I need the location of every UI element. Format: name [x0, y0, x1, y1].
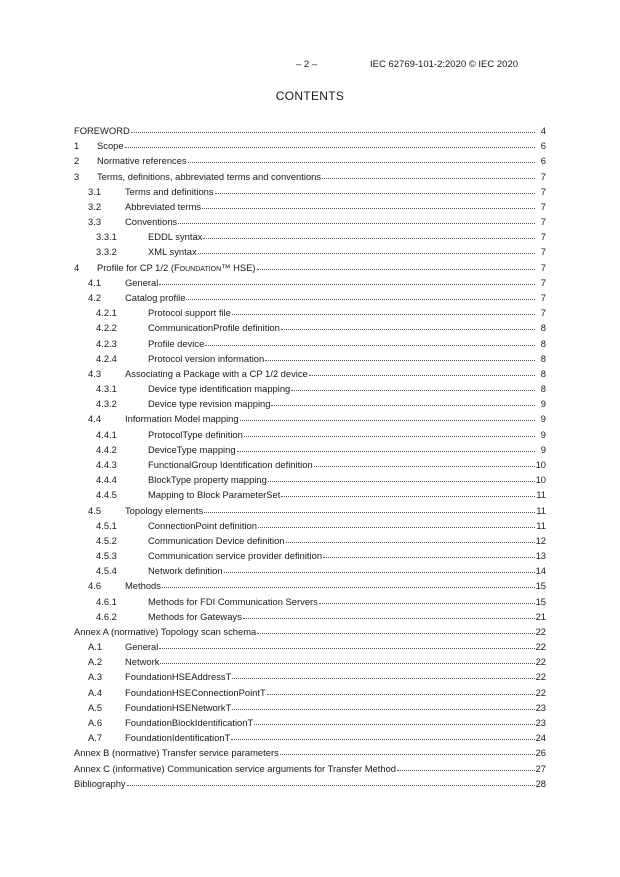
toc-entry[interactable]: [74, 337, 546, 349]
toc-entry-number: A.5: [88, 701, 103, 713]
toc-entry[interactable]: [74, 686, 546, 698]
toc-dot-leader: [267, 694, 535, 695]
toc-entry-page: 28: [535, 777, 546, 789]
toc-entry-page: 7: [540, 216, 546, 228]
page-title: CONTENTS: [275, 89, 345, 103]
toc-entry[interactable]: [74, 382, 546, 394]
toc-entry-page: 7: [540, 231, 546, 243]
toc-entry[interactable]: [74, 352, 546, 364]
toc-entry-title: FoundationHSEConnectionPointT: [125, 686, 266, 698]
toc-dot-leader: [203, 238, 535, 239]
toc-entry-title: FoundationHSENetworkT: [125, 701, 232, 713]
toc-entry[interactable]: [74, 504, 546, 516]
toc-entry[interactable]: [74, 412, 546, 424]
toc-entry-page: 21: [535, 610, 546, 622]
toc-entry-title: Terms and definitions: [125, 185, 214, 197]
toc-entry-page: 24: [535, 732, 546, 744]
toc-entry-title: CommunicationProfile definition: [148, 322, 280, 334]
toc-entry-page: 8: [540, 322, 546, 334]
toc-entry-number: 4.5: [88, 504, 102, 516]
toc-entry-page: 7: [540, 291, 546, 303]
toc-entry-title: Protocol version information: [148, 352, 265, 364]
toc-entry[interactable]: [74, 746, 546, 758]
toc-entry-number: 3.3.2: [96, 246, 117, 258]
toc-entry-page: 6: [540, 155, 546, 167]
toc-entry-number: 4.5.4: [96, 565, 117, 577]
toc-entry[interactable]: [74, 170, 546, 182]
toc-entry-title: BlockType property mapping: [148, 474, 267, 486]
toc-entry-title: Terms, definitions, abbreviated terms and conventions: [97, 170, 322, 182]
toc-entry-number: 4.3.1: [96, 383, 117, 395]
toc-dot-leader: [232, 314, 535, 315]
toc-entry[interactable]: [74, 610, 546, 622]
toc-entry-page: 27: [535, 762, 546, 774]
toc-entry[interactable]: [74, 367, 546, 379]
toc-entry-page: 22: [535, 656, 546, 668]
toc-entry-page: 15: [535, 595, 546, 607]
toc-entry-page: 8: [540, 383, 546, 395]
toc-entry[interactable]: [74, 124, 546, 136]
toc-entry-title: Profile for CP 1/2 (Foundation™ HSE): [97, 261, 256, 273]
toc-dot-leader: [232, 678, 534, 679]
toc-entry[interactable]: [74, 579, 546, 591]
toc-dot-leader: [268, 481, 535, 482]
toc-dot-leader: [271, 405, 535, 406]
toc-entry-title: Methods for FDI Communication Servers: [148, 595, 318, 607]
toc-entry-page: 22: [535, 671, 546, 683]
toc-entry-page: 11: [536, 489, 546, 501]
toc-entry[interactable]: [74, 473, 546, 485]
toc-entry-number: 4.6: [88, 580, 102, 592]
toc-dot-leader: [224, 572, 535, 573]
toc-entry-number: 2: [74, 155, 80, 167]
toc-entry-title: Profile device: [148, 337, 205, 349]
toc-entry-title: Mapping to Block ParameterSet: [148, 489, 281, 501]
toc-entry-title: Network: [125, 656, 160, 668]
toc-entry-title: Methods: [125, 580, 161, 592]
toc-entry[interactable]: [74, 276, 546, 288]
toc-entry-number: 4.2.1: [96, 307, 117, 319]
toc-entry-page: 23: [535, 701, 546, 713]
toc-entry-title: EDDL syntax: [148, 231, 203, 243]
toc-entry-number: 4.2: [88, 291, 102, 303]
toc-entry[interactable]: [74, 428, 546, 440]
toc-dot-leader: [188, 162, 535, 163]
toc-entry-number: A.7: [88, 732, 103, 744]
toc-dot-leader: [127, 785, 535, 786]
toc-dot-leader: [286, 542, 535, 543]
toc-dot-leader: [309, 375, 535, 376]
toc-dot-leader: [322, 178, 535, 179]
toc-dot-leader: [257, 269, 535, 270]
document-id: IEC 62769-101-2:2020 © IEC 2020: [370, 59, 519, 70]
toc-entry-number: A.6: [88, 717, 103, 729]
toc-entry-title: Annex C (informative) Communication service arguments for Transfer Method: [74, 762, 396, 774]
toc-dot-leader: [314, 466, 535, 467]
toc-entry[interactable]: [74, 777, 546, 789]
toc-entry-number: A.2: [88, 656, 103, 668]
toc-entry[interactable]: [74, 291, 546, 303]
toc-entry-number: 4.3.2: [96, 398, 117, 410]
toc-dot-leader: [254, 724, 534, 725]
toc-entry-number: 4.4.1: [96, 428, 117, 440]
toc-dot-leader: [244, 436, 535, 437]
page-header: [0, 59, 620, 73]
toc-entry-title: Device type identification mapping: [148, 383, 291, 395]
toc-entry[interactable]: [74, 731, 546, 743]
toc-dot-leader: [205, 345, 535, 346]
toc-entry[interactable]: [74, 200, 546, 212]
toc-entry-number: 4.2.3: [96, 337, 117, 349]
toc-dot-leader: [265, 360, 535, 361]
toc-dot-leader: [243, 618, 535, 619]
toc-entry-title: General: [125, 276, 159, 288]
toc-entry-page: 11: [536, 519, 546, 531]
toc-entry-title: Annex A (normative) Topology scan schema: [74, 625, 257, 637]
toc-entry[interactable]: [74, 397, 546, 409]
toc-entry-page: 8: [540, 352, 546, 364]
toc-entry-page: 12: [535, 534, 546, 546]
toc-entry-page: 7: [540, 185, 546, 197]
toc-entry-number: A.4: [88, 686, 103, 698]
toc-entry-page: 4: [540, 125, 546, 136]
toc-entry-page: 15: [535, 580, 546, 592]
toc-entry-title: Communication Device definition: [148, 534, 285, 546]
toc-entry-page: 22: [535, 686, 546, 698]
toc-entry[interactable]: [74, 321, 546, 333]
toc-entry-title: DeviceType mapping: [148, 443, 236, 455]
toc-dot-leader: [257, 633, 534, 634]
toc-entry[interactable]: [74, 762, 546, 774]
toc-entry-title: Protocol support file: [148, 307, 231, 319]
toc-entry-number: 4.4.3: [96, 458, 117, 470]
toc-entry-title: ProtocolType definition: [148, 428, 243, 440]
toc-entry[interactable]: [74, 261, 546, 273]
toc-entry-title: Catalog profile: [125, 291, 186, 303]
toc-entry-title: ConnectionPoint definition: [148, 519, 257, 531]
toc-entry[interactable]: [74, 458, 546, 470]
toc-entry-page: 10: [535, 458, 546, 470]
toc-dot-leader: [323, 557, 535, 558]
toc-entry-title: Communication service provider definition: [148, 550, 323, 562]
toc-entry-title: Conventions: [125, 216, 178, 228]
toc-entry[interactable]: [74, 670, 546, 682]
toc-entry-page: 22: [535, 625, 546, 637]
toc-entry-page: 7: [540, 246, 546, 258]
toc-entry-number: 4.5.2: [96, 534, 117, 546]
toc-dot-leader: [231, 739, 534, 740]
toc-dot-leader: [178, 223, 535, 224]
toc-entry-page: 7: [540, 200, 546, 212]
toc-dot-leader: [162, 587, 535, 588]
toc-entry-number: 4.3: [88, 367, 102, 379]
toc-entry-number: A.3: [88, 671, 103, 683]
toc-dot-leader: [186, 299, 535, 300]
toc-entry-page: 9: [540, 398, 546, 410]
toc-entry-title: FoundationHSEAddressT: [125, 671, 232, 683]
toc-entry[interactable]: [74, 139, 546, 151]
toc-entry[interactable]: [74, 488, 546, 500]
toc-entry[interactable]: [74, 716, 546, 728]
toc-entry[interactable]: [74, 655, 546, 667]
toc-dot-leader: [215, 193, 535, 194]
toc-entry-title: Associating a Package with a CP 1/2 device: [125, 367, 308, 379]
toc-entry-title: Topology elements: [125, 504, 204, 516]
toc-entry[interactable]: [74, 625, 546, 637]
page-number: – 2 –: [296, 59, 318, 70]
toc-entry[interactable]: [74, 595, 546, 607]
toc-entry-page: 7: [540, 170, 546, 182]
toc-entry-title: Information Model mapping: [125, 413, 239, 425]
toc-entry-number: 4.1: [88, 276, 102, 288]
toc-entry-page: 8: [540, 337, 546, 349]
toc-entry-page: 23: [535, 717, 546, 729]
toc-entry-number: 4: [74, 261, 80, 273]
toc-entry-page: 8: [540, 367, 546, 379]
toc-dot-leader: [280, 754, 535, 755]
toc-dot-leader: [258, 527, 535, 528]
toc-entry-title: Methods for Gateways: [148, 610, 242, 622]
toc-entry[interactable]: [74, 564, 546, 576]
toc-entry-page: 9: [540, 428, 546, 440]
toc-dot-leader: [159, 648, 534, 649]
toc-entry-page: 26: [535, 747, 546, 759]
toc-entry-number: 3: [74, 170, 80, 182]
toc-entry-page: 11: [536, 504, 546, 516]
toc-entry-title: FoundationIdentificationT: [125, 732, 231, 744]
toc-entry[interactable]: [74, 230, 546, 242]
toc-dot-leader: [281, 496, 535, 497]
toc-entry[interactable]: [74, 640, 546, 652]
toc-entry-number: 4.2.4: [96, 352, 117, 364]
toc-dot-leader: [198, 253, 535, 254]
toc-dot-leader: [204, 512, 535, 513]
toc-dot-leader: [281, 329, 535, 330]
toc-entry[interactable]: [74, 306, 546, 318]
toc-entry-page: 9: [540, 413, 546, 425]
toc-entry[interactable]: [74, 154, 546, 166]
toc-entry[interactable]: [74, 185, 546, 197]
toc-entry-number: 4.5.1: [96, 519, 117, 531]
toc-entry[interactable]: [74, 443, 546, 455]
toc-dot-leader: [131, 132, 535, 133]
toc-dot-leader: [160, 663, 534, 664]
toc-entry[interactable]: [74, 534, 546, 546]
toc-entry-page: 14: [535, 565, 546, 577]
toc-entry-title: FOREWORD: [74, 125, 130, 136]
toc-entry-title: Abbreviated terms: [125, 200, 202, 212]
toc-entry-title: FoundationBlockIdentificationT: [125, 717, 254, 729]
toc-entry-number: 4.6.2: [96, 610, 117, 622]
toc-dot-leader: [397, 770, 535, 771]
toc-entry-title: Device type revision mapping: [148, 398, 271, 410]
toc-entry-number: 4.5.3: [96, 550, 117, 562]
toc-entry[interactable]: [74, 215, 546, 227]
toc-entry-number: 1: [74, 140, 80, 152]
toc-entry-number: 4.4: [88, 413, 102, 425]
toc-entry[interactable]: [74, 519, 546, 531]
toc-entry-title: Normative references: [97, 155, 187, 167]
toc-entry-number: 4.2.2: [96, 322, 117, 334]
toc-dot-leader: [319, 603, 535, 604]
toc-entry-page: 7: [540, 261, 546, 273]
toc-entry-number: 3.1: [88, 185, 102, 197]
toc-entry-title: General: [125, 641, 159, 653]
toc-dot-leader: [237, 451, 535, 452]
toc-entry-number: 4.4.4: [96, 474, 117, 486]
toc-entry-number: 3.3.1: [96, 231, 117, 243]
toc-entry-number: 3.2: [88, 200, 102, 212]
toc-dot-leader: [159, 284, 535, 285]
toc-entry-title: Bibliography: [74, 777, 126, 789]
toc-entry-number: 3.3: [88, 216, 102, 228]
toc-entry-number: 4.4.5: [96, 489, 117, 501]
toc-dot-leader: [232, 709, 534, 710]
toc-entry-title: Network definition: [148, 565, 223, 577]
toc-dot-leader: [202, 208, 535, 209]
toc-entry-title: Annex B (normative) Transfer service parameters: [74, 747, 279, 759]
toc-entry-number: 4.6.1: [96, 595, 117, 607]
toc-entry-page: 6: [540, 140, 546, 152]
toc-entry-title: XML syntax: [148, 246, 197, 258]
toc-entry-page: 13: [535, 550, 546, 562]
toc-entry[interactable]: [74, 549, 546, 561]
toc-dot-leader: [291, 390, 535, 391]
toc-entry-title: FunctionalGroup Identification definition: [148, 458, 313, 470]
toc-entry[interactable]: [74, 701, 546, 713]
toc-entry[interactable]: [74, 245, 546, 257]
toc-entry-page: 10: [535, 474, 546, 486]
toc-entry-number: A.1: [88, 641, 103, 653]
toc-entry-title: Scope: [97, 140, 124, 152]
toc-dot-leader: [240, 420, 535, 421]
toc-dot-leader: [125, 147, 535, 148]
toc-entry-page: 22: [535, 641, 546, 653]
toc-entry-page: 7: [540, 307, 546, 319]
toc-entry-page: 9: [540, 443, 546, 455]
toc-entry-number: 4.4.2: [96, 443, 117, 455]
toc-entry-page: 7: [540, 276, 546, 288]
